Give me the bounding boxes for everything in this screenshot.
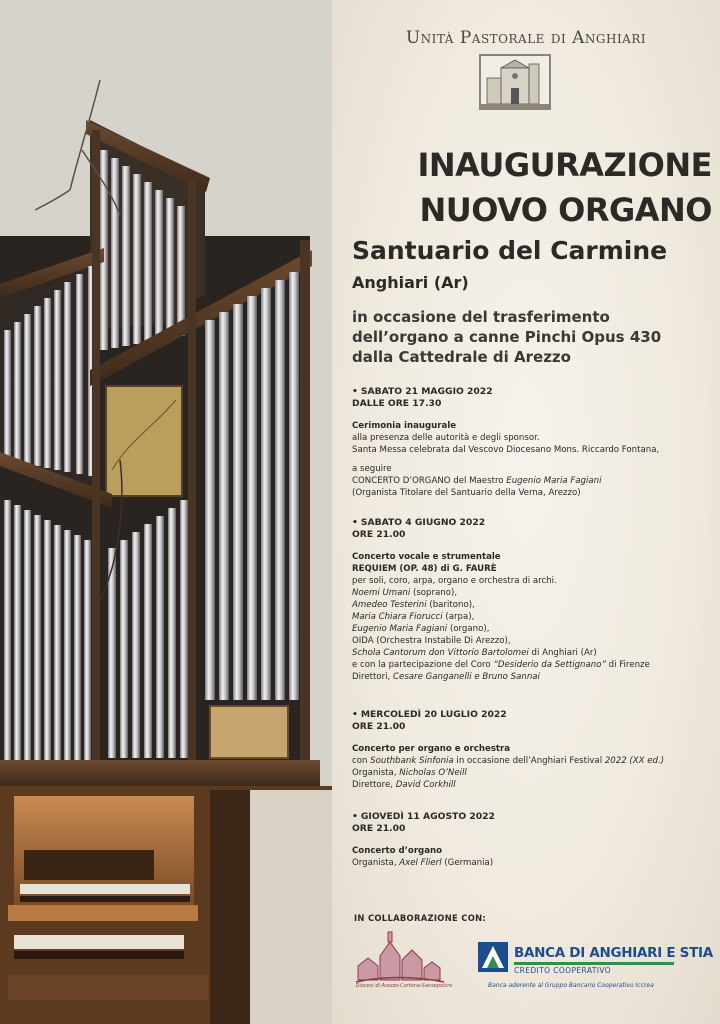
church-facade-icon: [479, 54, 551, 110]
performer-name: “Desiderio da Settignano”: [493, 660, 606, 670]
intro-line: dell’organo a canne Pinchi Opus 430: [352, 328, 662, 346]
event-date: MERCOLEDÌ 20 LUGLIO 2022: [360, 709, 507, 720]
diocesi-caption: Diocesi di Arezzo-Cortona-Sansepolcro: [355, 983, 453, 989]
performer-role: di Anghiari (Ar): [528, 648, 597, 658]
event-line: OIDA (Orchestra Instabile Di Arezzo),: [352, 636, 511, 646]
event-text: di Firenze: [605, 660, 650, 670]
performer-name: David Corkhill: [395, 780, 456, 790]
event-text: in occasione dell’Anghiari Festival: [453, 756, 605, 766]
event-text: Organista,: [352, 768, 400, 778]
organization-name: Unità Pastorale di Anghiari: [405, 28, 647, 48]
bank-name: BANCA DI ANGHIARI E STIA: [514, 945, 713, 961]
event-time: DALLE ORE 17.30: [352, 398, 442, 409]
event-title: Concerto per organo e orchestra: [352, 744, 511, 754]
bullet: •: [352, 709, 358, 720]
info-panel: [332, 0, 720, 1024]
event-text: e con la partecipazione del Coro: [352, 660, 494, 670]
event-time: ORE 21.00: [352, 721, 406, 732]
intro-line: dalla Cattedrale di Arezzo: [352, 348, 571, 366]
performer-name: Amedeo Testerini: [352, 600, 427, 610]
event-text: CONCERTO D’ORGANO del Maestro: [352, 476, 507, 486]
event-time: ORE 21.00: [352, 529, 406, 540]
intro-text: [352, 307, 712, 367]
event-line: a seguire: [352, 464, 392, 474]
title-line-2: NUOVO ORGANO: [419, 191, 712, 229]
performer-role: (baritono),: [426, 600, 475, 610]
performer-role: (organo),: [447, 624, 490, 634]
bank-note: Banca aderente al Gruppo Bancario Cooperativo Iccrea: [488, 982, 654, 989]
performer-name: Noemi Umani: [352, 588, 411, 598]
event-text: 2022 (XX ed.): [604, 756, 665, 766]
performer-name: Cesare Ganganelli e Bruno Sannai: [393, 672, 540, 682]
event-line: per soli, coro, arpa, organo e orchestra di archi.: [352, 576, 557, 586]
event-title: Concerto vocale e strumentale: [352, 552, 501, 562]
event-text: Direttore,: [352, 780, 396, 790]
performer-role: (soprano),: [410, 588, 458, 598]
bank-divider: [514, 962, 674, 965]
event-21-maggio: [352, 386, 712, 499]
performer-name: Schola Cantorum don Vittorio Bartolomei: [352, 648, 529, 658]
bank-logo-icon: [478, 942, 508, 972]
event-date: SABATO 4 GIUGNO 2022: [360, 517, 486, 528]
event-line: alla presenza delle autorità e degli sponsor.: [352, 433, 540, 443]
performer-role: (arpa),: [442, 612, 475, 622]
event-time: ORE 21.00: [352, 823, 406, 834]
event-title: Cerimonia inaugurale: [352, 421, 457, 431]
performer-name: Axel Flierl: [399, 858, 442, 868]
performer-name: Eugenio Maria Fagiani: [506, 476, 602, 486]
organ-photo: [0, 0, 332, 1024]
performer-name: Maria Chiara Fiorucci: [352, 612, 443, 622]
event-line: Santa Messa celebrata dal Vescovo Diocesano Mons. Riccardo Fontana,: [352, 445, 660, 455]
event-title: Concerto d’organo: [352, 846, 443, 856]
bullet: •: [352, 811, 358, 822]
performer-name: Nicholas O’Neill: [399, 768, 467, 778]
event-subtitle: REQUIEM (OP. 48) di G. FAURÈ: [352, 564, 497, 574]
event-text: Direttori,: [352, 672, 394, 682]
bullet: •: [352, 517, 358, 528]
collaboration-label: IN COLLABORAZIONE CON:: [354, 913, 487, 923]
bank-subtitle: CREDITO COOPERATIVO: [514, 966, 612, 975]
event-line: (Organista Titolare del Santuario della Verna, Arezzo): [352, 488, 581, 498]
event-text: con: [352, 756, 371, 766]
venue-title: Santuario del Carmine: [352, 236, 668, 265]
performer-name: Eugenio Maria Fagiani: [352, 624, 448, 634]
intro-line: in occasione del trasferimento: [352, 308, 610, 326]
event-20-luglio: [352, 709, 712, 791]
event-11-agosto: [352, 811, 712, 869]
event-date: GIOVEDÌ 11 AGOSTO 2022: [360, 811, 495, 822]
event-4-giugno: [352, 517, 712, 683]
performer-name: Southbank Sinfonia: [370, 756, 454, 766]
title-line-1: INAUGURAZIONE: [417, 146, 712, 184]
event-text: Organista,: [352, 858, 400, 868]
event-date: SABATO 21 MAGGIO 2022: [360, 386, 493, 397]
event-text: (Germania): [441, 858, 494, 868]
venue-place: Anghiari (Ar): [352, 273, 469, 292]
bullet: •: [352, 386, 358, 397]
